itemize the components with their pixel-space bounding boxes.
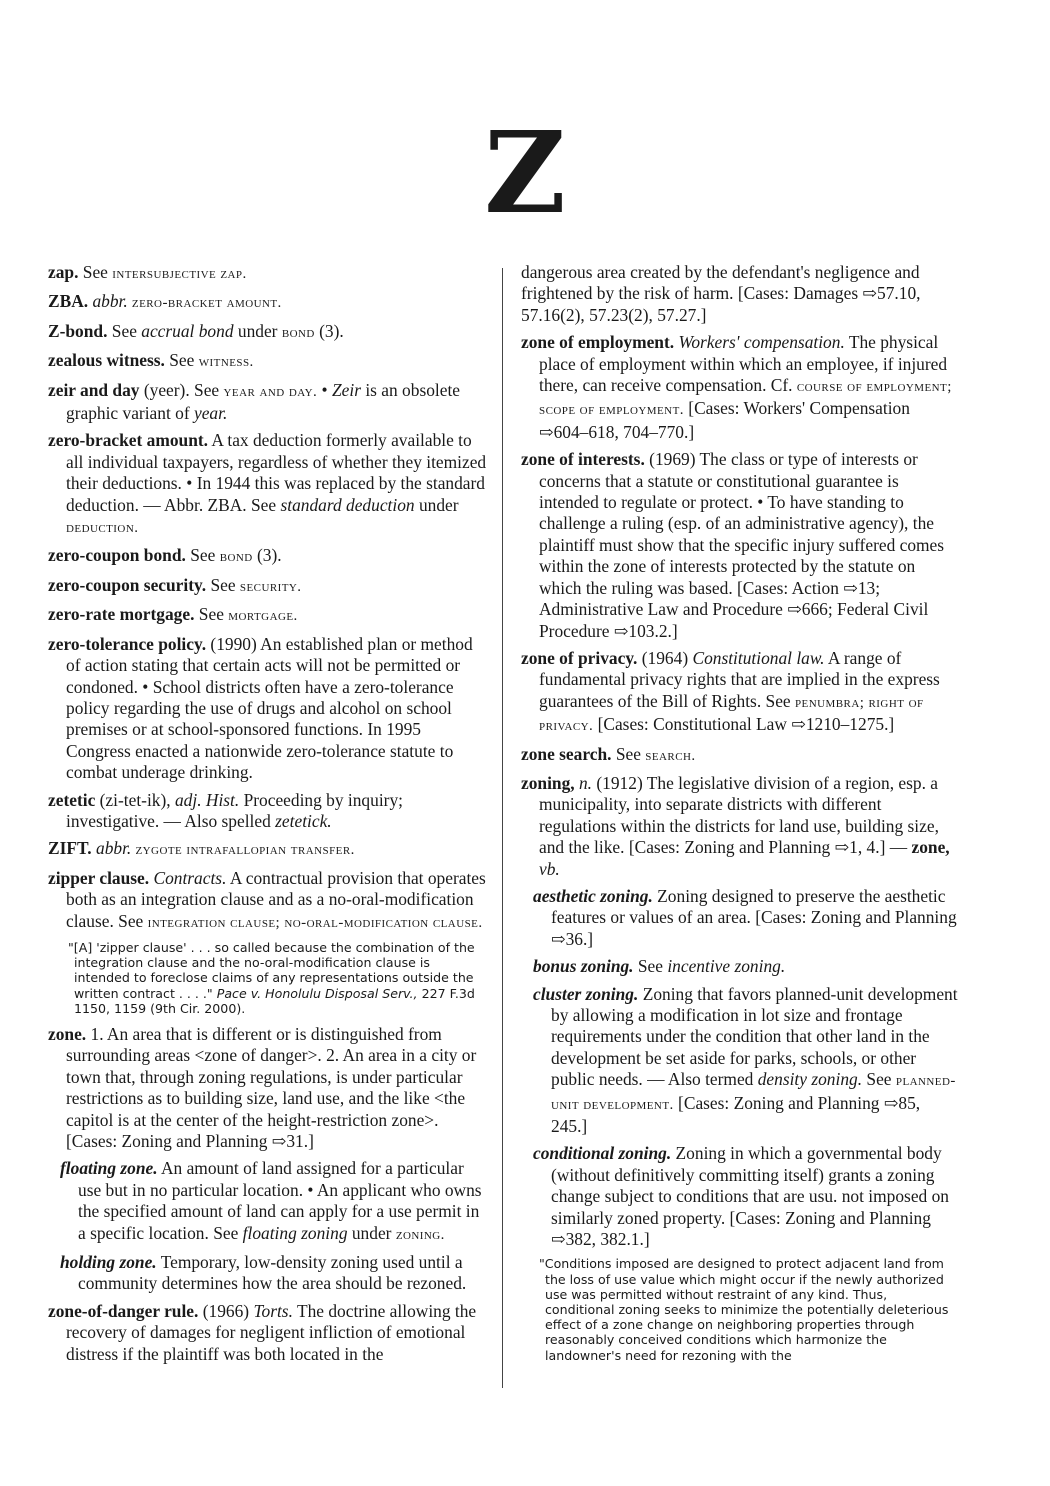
small-caps-ref: zoning. (395, 1226, 445, 1243)
italic-text: Contracts. (149, 867, 227, 888)
headword: holding zone. (60, 1252, 157, 1273)
italic-text: floating zoning (242, 1222, 348, 1243)
text: See (862, 1069, 896, 1090)
dictionary-entry (521, 332, 958, 443)
headword: zero-coupon security. (48, 574, 207, 595)
quote-text: "[A] 'zipper clause' . . . so called because the combination of the integration clause and the no-oral-modification clause is intended to foreclose claims of any representations outside the written contract . . . ." (68, 939, 475, 1001)
text: [Cases: Constitutional Law ⇨1210–1275.] (593, 714, 895, 735)
text: (zi-tet-ik), (95, 789, 175, 810)
headword: zeir and day (48, 379, 140, 400)
quote-text: 227 F.3d 1150, 1159 (9th Cir. 2000). (74, 985, 475, 1016)
dictionary-entry (48, 262, 488, 285)
italic-text: standard deduction (280, 494, 415, 515)
section-letter: Z (484, 108, 566, 239)
text: • (317, 379, 332, 400)
text: (3). (252, 545, 282, 566)
headword: bonus zoning. (533, 956, 634, 977)
dictionary-entry (48, 838, 488, 861)
headword: zone, (911, 837, 950, 858)
headword: zoning, (521, 772, 575, 793)
text: Zoning in which a governmental body (without definitively committing itself) grants a zoning change subject to conditions that are usu. not imposed on similarly zoned property. [Cases: Zoning and Planning ⇨382, 382.1.] (551, 1143, 949, 1250)
text: See (107, 320, 142, 341)
text: (1964) (637, 647, 693, 668)
italic-text: incentive zoning. (667, 956, 786, 977)
text: (1969) The class or type of interests or concerns that a statute or constitutional guarantee is intended to regulate or protect. • To have standing to challenge a ruling (esp. of an administrative agency), the plaintiff must show that the specific injury suffered comes within the zone of interests protected by the statute on which the ruling was based. [Cases: Action ⇨13; Administrative Law and Procedure ⇨666; Federal Civil Procedure ⇨103.2.] (539, 449, 945, 641)
text: under (233, 320, 282, 341)
text: under (414, 494, 459, 515)
text: See (78, 262, 113, 282)
small-caps-ref: witness. (198, 354, 254, 371)
headword: zero-bracket amount. (48, 430, 209, 451)
sub-entry (533, 1143, 958, 1250)
small-caps-ref: search. (645, 747, 696, 764)
text: A range of fundamental privacy rights that are implied in the express guarantees of the Bill of Rights. See (539, 647, 940, 711)
text: The doctrine allowing the recovery of damages for negligent infliction of emotional distress if the plaintiff was both located in the (66, 1300, 477, 1364)
dictionary-entry (48, 790, 488, 833)
small-caps-ref: mortgage. (228, 608, 298, 625)
italic-text: Torts. (253, 1300, 293, 1321)
small-caps-ref: zygote intrafallopian transfer. (131, 842, 355, 859)
dictionary-entry (48, 430, 488, 539)
text: See (206, 574, 240, 595)
dictionary-entry (48, 380, 488, 425)
dictionary-entry (48, 1301, 488, 1365)
headword: zealous witness. (48, 350, 165, 371)
text: (3). (314, 320, 344, 341)
headword: cluster zoning. (533, 983, 639, 1004)
small-caps-ref: penumbra; right of privacy. (539, 694, 924, 735)
small-caps-ref: planned-unit development. (551, 1073, 956, 1113)
sub-entry (533, 984, 958, 1138)
text: dangerous area created by the defendant's negligence and frightened by the risk of harm. [Cases: Damages ⇨57.10, 57.16(2), 57.23(2), 57.27.] (521, 262, 921, 325)
headword: zone of employment. (521, 332, 675, 353)
small-caps-ref: integration clause; no-oral-modification clause. (147, 914, 483, 931)
sub-entry (533, 956, 958, 977)
text: (1990) An established plan or method of action stating that certain acts will not be permitted or condoned. • School districts often have a zero-tolerance policy regarding the use of drugs and alcohol on school premises or at school-sponsored functions. In 1995 Congress enacted a nationwide zero-tolerance statute to combat underage drinking. (66, 633, 473, 783)
headword: ZBA. (48, 291, 89, 312)
text: A contractual provision that operates both as an integration clause and as a no-oral-modification clause. See (66, 867, 486, 931)
text: A tax deduction formerly available to all individual taxpayers, regardless of whether they itemized their deductions. • In 1944 this was replaced by the standard deduction. — Abbr. ZBA. See (66, 430, 487, 515)
text: [Cases: Workers' Compensation ⇨604–618, 704–770.] (539, 398, 910, 442)
dictionary-entry (48, 575, 488, 598)
headword: zetetic (48, 789, 96, 810)
italic-text: zetetick. (275, 810, 332, 831)
headword: zone search. (521, 743, 612, 764)
headword: zero-coupon bond. (48, 545, 186, 566)
text: See (633, 956, 668, 977)
headword: zone-of-danger rule. (48, 1300, 199, 1321)
small-caps-ref: intersubjective zap. (112, 266, 247, 282)
italic-text: accrual bond (141, 320, 234, 341)
text: Temporary, low-density zoning used until a community determines how the area should be rezoned. (78, 1252, 467, 1294)
dictionary-entry (48, 321, 488, 344)
dictionary-entry (521, 648, 958, 738)
sub-entry (60, 1158, 488, 1246)
quote-text: "Conditions imposed are designed to protect adjacent land from the loss of use value which might occur if the newly authorized use was permitted without restraint of any kind. Thus, conditional zoning seeks to minimize the potentially deleterious effect of a zone change on neighboring properties through reasonably conceived conditions which harmonize the landowner's need for rezoning with the (539, 1256, 949, 1363)
italic-text: abbr. (88, 291, 128, 312)
text: The physical place of employment within which an employee, if injured there, can receive compensation. Cf. (539, 332, 948, 396)
text: (yeer). See (139, 379, 224, 400)
text: See (194, 604, 229, 625)
usage-quote (60, 940, 488, 1016)
headword: zero-tolerance policy. (48, 633, 207, 654)
dictionary-entry (48, 350, 488, 373)
italic-text: density zoning. (757, 1069, 863, 1090)
text: Zoning that favors planned-unit development by allowing a modification in lot size and frontage requirements under the condition that other land in the development be set aside for parks, schools, or other public needs. — Also termed (551, 983, 958, 1090)
headword: zero-rate mortgage. (48, 604, 195, 625)
italic-text: year. (193, 403, 228, 424)
headword: conditional zoning. (533, 1143, 672, 1164)
text: An amount of land assigned for a particular use but in no particular location. • An applicant who owns the specified amount of land can apply for a use permit in a specific location. See (78, 1158, 482, 1243)
headword: Z-bond. (48, 320, 108, 341)
sub-entry (533, 886, 958, 950)
small-caps-ref: course of employment; scope of employment. (539, 379, 952, 419)
text: under (347, 1222, 396, 1243)
text: [Cases: Zoning and Planning ⇨85, 245.] (551, 1092, 921, 1137)
dictionary-entry (521, 744, 958, 767)
headword: aesthetic zoning. (533, 885, 653, 906)
text: (1912) The legislative division of a region, esp. a municipality, into separate districts with different regulations within the districts for land use, building size, and the like. [Cases: Zoning and Planning ⇨1, 4.] — (539, 772, 939, 858)
headword: zone of interests. (521, 449, 645, 470)
dictionary-entry (48, 1024, 488, 1152)
headword: zone. (48, 1023, 87, 1044)
dictionary-entry (521, 773, 958, 880)
italic-text: abbr. (91, 838, 132, 859)
headword: ZIFT. (48, 838, 92, 859)
dictionary-entry (48, 634, 488, 784)
dictionary-entry (48, 545, 488, 568)
text: 1. An area that is different or is distinguished from surrounding areas <zone of danger>. 2. An area in a city or town that, through zoning regulations, is under particular restrictions as to building size, land use, and the like <the capitol is at the center of the height-restriction zone>. [Cases: Zoning and Planning ⇨31.] (66, 1023, 477, 1152)
sub-entry (60, 1252, 488, 1295)
text: See (611, 743, 646, 764)
text: Zoning designed to preserve the aesthetic features or values of an area. [Cases: Zoning and Planning ⇨36.] (551, 885, 957, 949)
case-citation: Pace v. Honolulu Disposal Serv., (216, 985, 418, 1001)
italic-text: vb. (539, 858, 560, 879)
usage-quote (531, 1256, 958, 1362)
text: Proceeding by inquiry; investigative. — Also spelled (66, 789, 403, 831)
dictionary-entry (48, 868, 488, 934)
small-caps-ref: year and day. (223, 383, 318, 400)
small-caps-ref: bond (281, 324, 315, 341)
dictionary-entry (48, 291, 488, 314)
left-column (48, 262, 488, 1371)
italic-text: adj. Hist. (174, 789, 240, 810)
italic-text: n. (574, 772, 593, 793)
italic-text: Constitutional law. (692, 647, 825, 668)
text: See (164, 350, 199, 371)
headword: zone of privacy. (521, 647, 638, 668)
small-caps-ref: security. (239, 578, 302, 595)
right-column (521, 262, 958, 1371)
italic-text: Workers' compensation. (674, 332, 845, 353)
headword: floating zone. (60, 1158, 158, 1179)
text: (1966) (198, 1300, 254, 1321)
small-caps-ref: zero-bracket amount. (127, 295, 282, 312)
headword: zipper clause. (48, 867, 150, 888)
dictionary-entry (521, 449, 958, 642)
small-caps-ref: deduction. (66, 520, 139, 537)
small-caps-ref: bond (219, 549, 253, 566)
text: is an obsolete graphic variant of (66, 379, 461, 424)
dictionary-entry (48, 604, 488, 627)
headword: zap. (48, 262, 79, 282)
column-divider (502, 268, 503, 1388)
text: See (185, 545, 220, 566)
entry-continuation (521, 262, 958, 326)
italic-text: Zeir (332, 379, 361, 400)
